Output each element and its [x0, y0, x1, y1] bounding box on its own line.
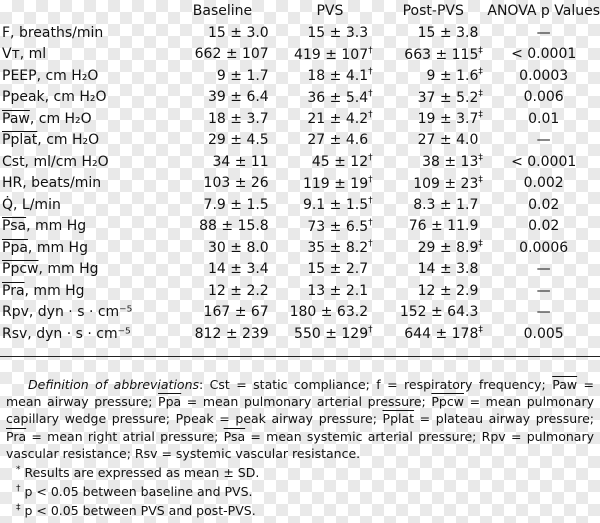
- anova-p-value: —: [536, 282, 551, 299]
- anova-p-value: 0.006: [523, 89, 564, 106]
- post-pvs-value-cell: [379, 108, 487, 130]
- post-pvs-value-cell: [379, 302, 487, 324]
- table-row: [0, 108, 600, 130]
- significance-mark: ‡: [478, 174, 483, 185]
- pvs-value-cell: [281, 302, 379, 324]
- pvs-value: 45 ± 12: [311, 154, 369, 171]
- baseline-value: 14 ± 3.4: [208, 261, 269, 278]
- table-row: [0, 130, 600, 152]
- pvs-value: 27 ± 4.6: [307, 132, 369, 149]
- post-pvs-value-cell: [379, 237, 487, 259]
- baseline-value: 34 ± 11: [212, 153, 269, 170]
- pvs-value-cell: [281, 216, 379, 238]
- row-label: [0, 216, 164, 238]
- baseline-value: 30 ± 8.0: [208, 239, 269, 256]
- table-row: [0, 323, 600, 345]
- table-row: [0, 173, 600, 195]
- definition-text: = mean pulmonary arterial pressure;: [181, 394, 432, 410]
- anova-p-value: < 0.0001: [511, 46, 577, 63]
- table-row: [0, 302, 600, 324]
- anova-p-value: 0.002: [523, 175, 564, 192]
- pvs-value-cell: [281, 323, 379, 345]
- footnote-text: p < 0.05 between PVS and post-PVS.: [24, 503, 256, 519]
- row-label-unit: , mm Hg: [24, 282, 85, 299]
- anova-p-value: 0.0003: [519, 67, 569, 84]
- post-pvs-value-cell: [379, 323, 487, 345]
- post-pvs-value-cell: [379, 280, 487, 302]
- significance-mark: †: [368, 45, 373, 56]
- anova-p-value: 0.0006: [519, 239, 569, 256]
- table-row: [0, 280, 600, 302]
- pvs-value: 550 ± 129: [294, 326, 369, 343]
- pvs-value-cell: [281, 108, 379, 130]
- baseline-value: 167 ± 67: [203, 304, 269, 321]
- pvs-value: 180 ± 63.2: [289, 304, 369, 321]
- baseline-value: 39 ± 6.4: [208, 89, 269, 106]
- post-pvs-value-cell: [379, 44, 487, 66]
- post-pvs-value: 644 ± 178: [404, 326, 479, 343]
- baseline-value: 7.9 ± 1.5: [203, 196, 269, 213]
- significance-mark: ‡: [478, 67, 483, 78]
- row-label: PEEP, cm H₂O: [2, 67, 99, 84]
- post-pvs-value-cell: [379, 87, 487, 109]
- row-label: Cst, ml/cm H₂O: [2, 153, 109, 170]
- baseline-value: 88 ± 15.8: [199, 218, 269, 235]
- pvs-value-cell: [281, 130, 379, 152]
- row-label-unit: , cm H₂O: [29, 110, 92, 127]
- row-label-symbol: $\overline{Psa}$: [2, 218, 27, 235]
- pvs-value: 15 ± 3.3: [307, 24, 369, 41]
- anova-p-value: —: [536, 261, 551, 278]
- anova-p-value: —: [536, 304, 551, 321]
- pvs-value-cell: [281, 87, 379, 109]
- table-row: [0, 65, 600, 87]
- post-pvs-value-cell: [379, 65, 487, 87]
- pvs-value: 119 ± 19: [302, 175, 369, 192]
- pvs-value: 13 ± 2.1: [307, 282, 369, 299]
- table-row: [0, 44, 600, 66]
- significance-mark: †: [368, 217, 373, 228]
- definition-text: : Cst = static compliance; f = respiratory frequency;: [199, 377, 553, 392]
- row-label: HR, beats/min: [2, 175, 102, 192]
- significance-mark: ‡: [478, 325, 483, 336]
- row-label-symbol: Ppcw: [2, 261, 39, 278]
- table-body: [0, 22, 600, 345]
- baseline-value: 12 ± 2.2: [208, 282, 269, 299]
- post-pvs-value: 109 ± 23: [413, 175, 479, 192]
- anova-p-value: —: [536, 24, 551, 41]
- significance-mark: †: [368, 239, 373, 250]
- table-row: [0, 237, 600, 259]
- post-pvs-value: 37 ± 5.2: [417, 89, 479, 106]
- footnote-mark: *: [16, 465, 21, 476]
- row-label: F, breaths/min: [2, 24, 104, 41]
- significance-mark: †: [368, 153, 373, 164]
- pvs-value-cell: [281, 237, 379, 259]
- baseline-value: 662 ± 107: [194, 46, 269, 63]
- table-row: [0, 151, 600, 173]
- anova-p-value: 0.01: [528, 110, 560, 127]
- significance-mark: †: [368, 196, 373, 207]
- table-bottom-rule: [0, 356, 600, 357]
- significance-mark: ‡: [478, 153, 483, 164]
- pvs-value: 36 ± 5.4: [307, 89, 369, 106]
- pvs-value-cell: [281, 194, 379, 216]
- row-label-unit: , cm H₂O: [37, 132, 100, 149]
- table-row: [0, 22, 600, 44]
- post-pvs-value: 152 ± 64.3: [399, 304, 479, 321]
- table-notes: [6, 376, 594, 520]
- significance-mark: ‡: [478, 110, 483, 121]
- table-row: [0, 194, 600, 216]
- definitions-lead: Definition of abbreviations: [28, 377, 200, 392]
- definition-symbol: $\overline{Ppa}$: [158, 394, 182, 410]
- post-pvs-value-cell: [379, 22, 487, 44]
- row-label: [0, 108, 164, 130]
- row-label: [0, 280, 164, 302]
- header-baseline: Baseline: [192, 3, 253, 19]
- post-pvs-value: 15 ± 3.8: [417, 24, 479, 41]
- definition-text: = mean airway pressure;: [6, 377, 595, 410]
- footnote-mean-sd: [6, 462, 594, 481]
- significance-mark: †: [368, 88, 373, 99]
- pvs-value: 21 ± 4.2: [307, 111, 369, 128]
- pvs-value: 15 ± 2.7: [307, 261, 369, 278]
- definition-symbol: $\overline{Paw}$: [552, 377, 578, 392]
- post-pvs-value-cell: [379, 151, 487, 173]
- baseline-value: 812 ± 239: [194, 325, 269, 342]
- significance-mark: †: [368, 110, 373, 121]
- pvs-value: 35 ± 8.2: [307, 240, 369, 257]
- post-pvs-value: 29 ± 8.9: [417, 240, 479, 257]
- definition-symbol: Pplat: [382, 411, 415, 427]
- definition-symbol: Ppcw: [431, 394, 464, 410]
- pvs-value: 18 ± 4.1: [307, 68, 369, 85]
- row-label: Q̇, L/min: [2, 196, 61, 213]
- footnote-text: Results are expressed as mean ± SD.: [24, 465, 260, 481]
- definition-symbol: $\overline{Pra}$: [6, 428, 27, 444]
- post-pvs-value-cell: [379, 194, 487, 216]
- row-label: [0, 130, 164, 152]
- header-anova-p: ANOVA p Values: [487, 3, 600, 19]
- row-label: Ppeak, cm H₂O: [2, 89, 107, 106]
- post-pvs-value-cell: [379, 216, 487, 238]
- significance-mark: †: [368, 174, 373, 185]
- footnote-mark: ‡: [16, 503, 21, 514]
- post-pvs-value: 8.3 ± 1.7: [413, 196, 479, 213]
- row-label: [0, 259, 164, 281]
- post-pvs-value-cell: [379, 173, 487, 195]
- baseline-value: 15 ± 3.0: [208, 24, 269, 41]
- row-label: [0, 237, 164, 259]
- significance-mark: ‡: [478, 239, 483, 250]
- row-label-symbol: $\overline{Paw}$: [2, 110, 30, 127]
- post-pvs-value-cell: [379, 130, 487, 152]
- row-label-unit: , mm Hg: [38, 261, 99, 278]
- row-label: Rsv, dyn · s · cm⁻⁵: [2, 325, 131, 342]
- post-pvs-value: 14 ± 3.8: [417, 261, 479, 278]
- anova-p-value: 0.005: [523, 325, 564, 342]
- definition-text: = mean systemic arterial pressure; Rpv = pulmonary vascular resistance; Rsv = systemic vascular resistance.: [6, 428, 594, 461]
- row-label-symbol: $\overline{Ppa}$: [2, 239, 28, 256]
- definition-text: = mean right atrial pressure;: [26, 428, 224, 444]
- header-pvs: PVS: [316, 3, 344, 19]
- significance-mark: †: [368, 325, 373, 336]
- post-pvs-value: 38 ± 13: [422, 154, 479, 171]
- table-row: [0, 259, 600, 281]
- post-pvs-value: 27 ± 4.0: [417, 132, 479, 149]
- row-label-unit: , mm Hg: [26, 218, 87, 235]
- significance-mark: †: [368, 67, 373, 78]
- significance-mark: ‡: [478, 88, 483, 99]
- row-label-symbol: $\overline{Pra}$: [2, 282, 25, 299]
- definition-symbol: $\overline{Psa}$: [223, 428, 246, 444]
- table-row: [0, 87, 600, 109]
- baseline-value: 9 ± 1.7: [216, 67, 269, 84]
- footnote-mark: †: [16, 484, 21, 495]
- post-pvs-value: 663 ± 115: [404, 46, 479, 63]
- post-pvs-value: 9 ± 1.6: [426, 68, 479, 85]
- definition-text: = mean pulmonary capillary wedge pressure; Ppeak = peak airway pressure;: [6, 394, 594, 427]
- footnote-text: p < 0.05 between baseline and PVS.: [24, 484, 253, 500]
- row-label-unit: , mm Hg: [27, 239, 88, 256]
- significance-mark: ‡: [478, 45, 483, 56]
- post-pvs-value-cell: [379, 259, 487, 281]
- pvs-value-cell: [281, 259, 379, 281]
- definition-text: = plateau airway pressure;: [414, 411, 594, 427]
- header-variable: [0, 0, 164, 22]
- pvs-value-cell: [281, 22, 379, 44]
- row-label-symbol: Pplat: [2, 132, 38, 149]
- post-pvs-value: 76 ± 11.9: [408, 218, 479, 235]
- pvs-value-cell: [281, 65, 379, 87]
- anova-p-value: —: [536, 132, 551, 149]
- pvs-value: 9.1 ± 1.5: [302, 197, 369, 214]
- baseline-value: 29 ± 4.5: [208, 132, 269, 149]
- abbreviation-definitions: [6, 376, 594, 462]
- pvs-value: 419 ± 107: [294, 46, 369, 63]
- post-pvs-value: 19 ± 3.7: [417, 111, 479, 128]
- baseline-value: 18 ± 3.7: [208, 110, 269, 127]
- anova-p-value: 0.02: [528, 196, 560, 213]
- pvs-value-cell: [281, 44, 379, 66]
- header-post-pvs: Post-PVS: [402, 3, 464, 19]
- table-row: [0, 216, 600, 238]
- footnote-dagger: [6, 481, 594, 500]
- row-label: Vт, ml: [2, 46, 47, 63]
- header-row: [0, 0, 600, 22]
- post-pvs-value: 12 ± 2.9: [417, 282, 479, 299]
- pvs-value-cell: [281, 173, 379, 195]
- anova-p-value: 0.02: [528, 218, 560, 235]
- pvs-value-cell: [281, 151, 379, 173]
- baseline-value: 103 ± 26: [203, 175, 269, 192]
- footnote-double-dagger: [6, 500, 594, 519]
- pvs-value: 73 ± 6.5: [307, 218, 369, 235]
- row-label: Rpv, dyn · s · cm⁻⁵: [2, 304, 133, 321]
- pvs-value-cell: [281, 280, 379, 302]
- anova-p-value: < 0.0001: [511, 153, 577, 170]
